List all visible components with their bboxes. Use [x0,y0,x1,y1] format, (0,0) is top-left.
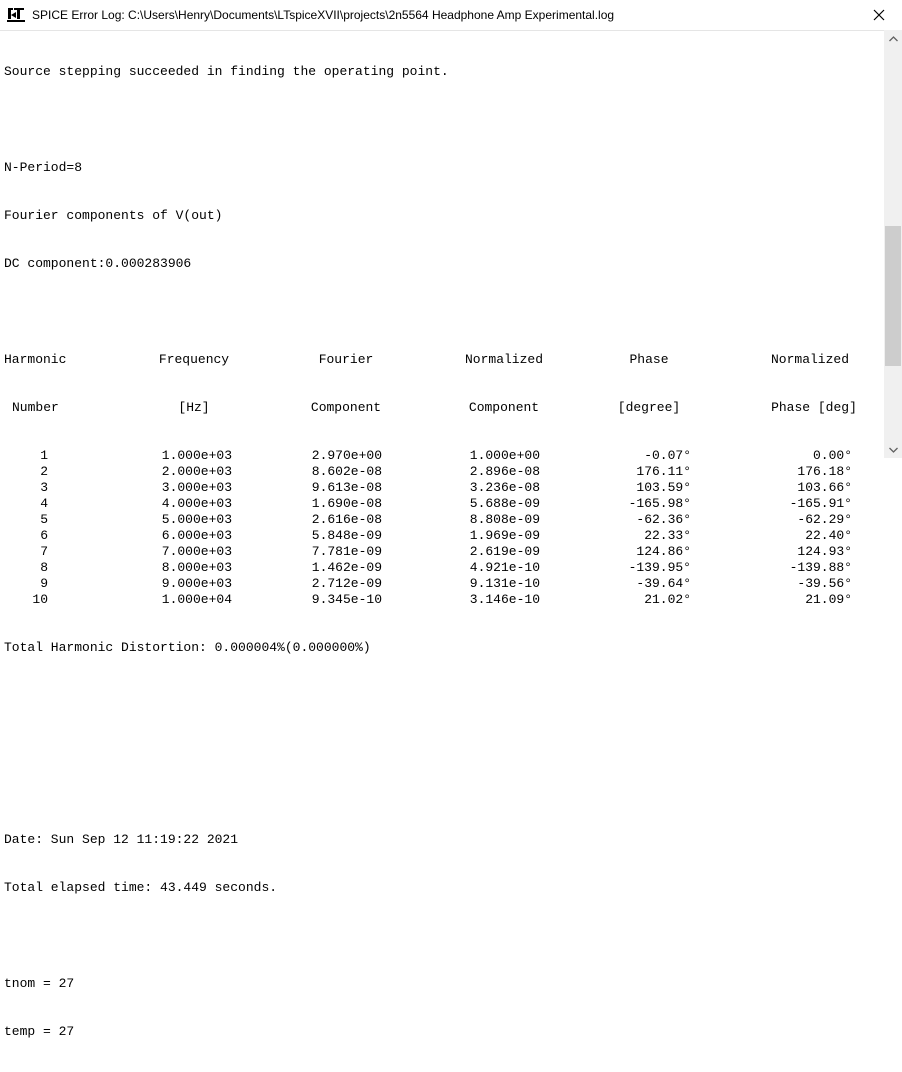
header-fourier: Fourier [318,352,374,367]
cell-number: 7 [40,544,48,559]
table-row [4,448,884,464]
cell-frequency: 7.000e+03 [161,544,232,559]
cell-phase: -0.07° [644,448,691,463]
close-icon [873,9,885,21]
cell-fourier-component: 9.345e-10 [311,592,382,607]
cell-normalized-phase: 176.18° [797,464,852,479]
cell-normalized-component: 2.619e-09 [469,544,540,559]
cell-normalized-phase: -62.29° [797,512,852,527]
cell-fourier-component: 8.602e-08 [311,464,382,479]
cell-number: 4 [40,496,48,511]
table-row [4,496,884,512]
cell-number: 1 [40,448,48,463]
header-number: Number [12,400,59,415]
table-row [4,528,884,544]
cell-number: 3 [40,480,48,495]
cell-fourier-component: 2.712e-09 [311,576,382,591]
cell-frequency: 4.000e+03 [161,496,232,511]
header-phase-deg: Phase [deg] [771,400,857,415]
cell-frequency: 2.000e+03 [161,464,232,479]
table-row [4,464,884,480]
cell-fourier-component: 9.613e-08 [311,480,382,495]
date-line: Date: Sun Sep 12 11:19:22 2021 [4,832,239,847]
log-text [4,32,884,1072]
cell-frequency: 1.000e+03 [161,448,232,463]
scroll-up-arrow-icon [889,36,898,42]
cell-phase: -39.64° [636,576,691,591]
cell-normalized-component: 5.688e-09 [469,496,540,511]
thd-line: Total Harmonic Distortion: 0.000004%(0.000000%) [4,640,371,655]
cell-normalized-component: 8.808e-09 [469,512,540,527]
cell-normalized-component: 4.921e-10 [469,560,540,575]
window-title: SPICE Error Log: C:\Users\Henry\Documents\LTspiceXVII\projects\2n5564 Headphone Amp Experimental.log [32,8,615,22]
ltspice-icon [7,6,25,22]
header-normalized: Normalized [464,352,543,367]
cell-frequency: 3.000e+03 [161,480,232,495]
cell-frequency: 6.000e+03 [161,528,232,543]
tnom-line: tnom = 27 [4,976,75,991]
cell-normalized-component: 3.236e-08 [469,480,540,495]
temp-line: temp = 27 [4,1024,75,1039]
cell-phase: -139.95° [628,560,691,575]
cell-normalized-phase: 103.66° [797,480,852,495]
cell-number: 10 [32,592,48,607]
cell-normalized-component: 3.146e-10 [469,592,540,607]
scroll-down-button[interactable] [884,441,902,458]
cell-normalized-phase: 124.93° [797,544,852,559]
log-text-area[interactable] [0,30,884,1039]
cell-phase: 103.59° [636,480,691,495]
cell-phase: 22.33° [644,528,691,543]
cell-normalized-phase: -39.56° [797,576,852,591]
header-frequency: Frequency [158,352,230,367]
status-line: Source stepping succeeded in finding the operating point. [4,64,449,79]
cell-frequency: 5.000e+03 [161,512,232,527]
cell-normalized-phase: 0.00° [812,448,852,463]
cell-normalized-component: 1.969e-09 [469,528,540,543]
cell-fourier-component: 1.462e-09 [311,560,382,575]
header-component: Component [310,400,382,415]
table-row [4,480,884,496]
table-row [4,576,884,592]
cell-phase: -62.36° [636,512,691,527]
n-period-line: N-Period=8 [4,160,83,175]
cell-fourier-component: 1.690e-08 [311,496,382,511]
header-phase: Phase [629,352,669,367]
dc-component-line: DC component:0.000283906 [4,256,192,271]
cell-normalized-component: 9.131e-10 [469,576,540,591]
cell-fourier-component: 2.616e-08 [311,512,382,527]
table-row [4,544,884,560]
cell-frequency: 8.000e+03 [161,560,232,575]
vertical-scrollbar[interactable] [884,30,902,458]
cell-phase: -165.98° [628,496,691,511]
table-header-row [4,352,884,368]
cell-phase: 176.11° [636,464,691,479]
cell-number: 8 [40,560,48,575]
header-harmonic: Harmonic [4,352,67,367]
scroll-thumb[interactable] [885,226,901,366]
cell-fourier-component: 5.848e-09 [311,528,382,543]
cell-fourier-component: 7.781e-09 [311,544,382,559]
cell-normalized-phase: 22.40° [805,528,852,543]
cell-frequency: 9.000e+03 [161,576,232,591]
header-normalized-phase: Normalized [770,352,849,367]
cell-phase: 124.86° [636,544,691,559]
close-button[interactable] [856,0,902,30]
cell-number: 9 [40,576,48,591]
header-degree: [degree] [617,400,681,415]
cell-number: 2 [40,464,48,479]
header-norm-component: Component [468,400,540,415]
cell-number: 6 [40,528,48,543]
table-row [4,512,884,528]
cell-normalized-component: 2.896e-08 [469,464,540,479]
cell-number: 5 [40,512,48,527]
table-row [4,592,884,608]
cell-frequency: 1.000e+04 [161,592,232,607]
cell-phase: 21.02° [644,592,691,607]
cell-normalized-component: 1.000e+00 [469,448,540,463]
table-row [4,560,884,576]
title-bar[interactable] [0,0,902,30]
header-hz: [Hz] [178,400,210,415]
cell-fourier-component: 2.970e+00 [311,448,382,463]
cell-normalized-phase: 21.09° [805,592,852,607]
elapsed-line: Total elapsed time: 43.449 seconds. [4,880,278,895]
cell-normalized-phase: -139.88° [789,560,852,575]
cell-normalized-phase: -165.91° [789,496,852,511]
harmonic-table [4,448,884,608]
scroll-down-arrow-icon [889,447,898,453]
fourier-title-line: Fourier components of V(out) [4,208,223,223]
scroll-up-button[interactable] [884,30,902,47]
table-header-row [4,400,884,416]
